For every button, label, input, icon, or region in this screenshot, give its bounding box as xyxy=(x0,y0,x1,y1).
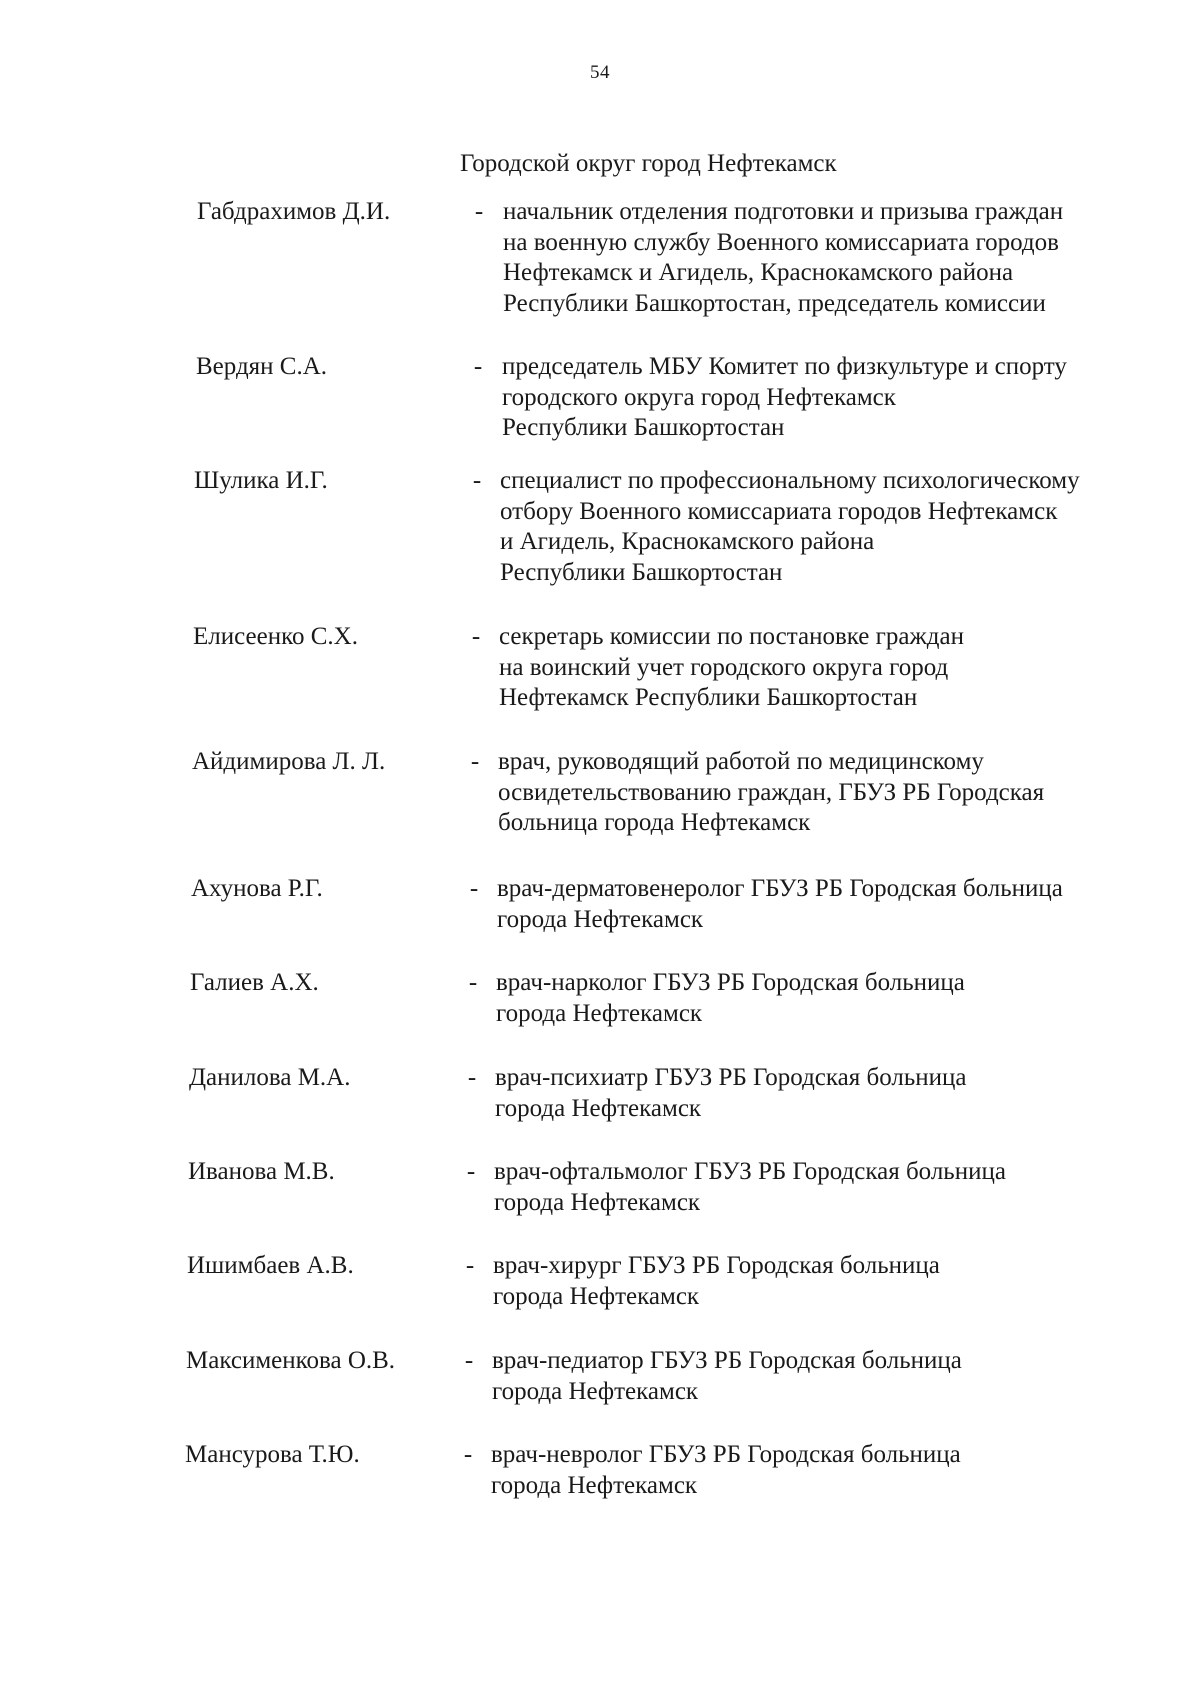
member-description: врач-невролог ГБУЗ РБ Городская больница города Нефтекамск xyxy=(491,1441,961,1499)
member-name: Данилова М.А. xyxy=(189,1064,351,1091)
member-description: секретарь комиссии по постановке граждан на воинский учет городского округа город Нефтекамск Республики Башкортостан xyxy=(499,623,964,711)
entry-dash: - xyxy=(471,623,481,650)
member-name: Елисеенко С.Х. xyxy=(193,623,358,650)
member-description: начальник отделения подготовки и призыва граждан на военную службу Военного комиссариата городов Нефтекамск и Агидель, Краснокамского района Республики Башкортостан, председатель комиссии xyxy=(503,198,1064,317)
member-name: Максименкова О.В. xyxy=(186,1347,396,1374)
member-name: Айдимирова Л. Л. xyxy=(192,748,386,775)
entry-dash: - xyxy=(470,748,480,775)
member-description: врач-педиатор ГБУЗ РБ Городская больница города Нефтекамск xyxy=(492,1347,962,1405)
entry-dash: - xyxy=(469,875,479,902)
entry-dash: - xyxy=(466,1158,476,1185)
member-description: председатель МБУ Комитет по физкультуре и спорту городского округа город Нефтекамск Республики Башкортостан xyxy=(502,353,1067,441)
member-name: Ишимбаев А.В. xyxy=(187,1252,354,1279)
member-description: врач-нарколог ГБУЗ РБ Городская больница города Нефтекамск xyxy=(496,969,965,1027)
member-name: Ахунова Р.Г. xyxy=(191,875,323,902)
entry-dash: - xyxy=(473,353,483,380)
member-name: Шулика И.Г. xyxy=(194,467,328,494)
section-title: Городской округ город Нефтекамск xyxy=(460,150,837,177)
member-name: Мансурова Т.Ю. xyxy=(185,1441,360,1468)
entry-dash: - xyxy=(465,1252,475,1279)
member-name: Иванова М.В. xyxy=(188,1158,335,1185)
member-name: Вердян С.А. xyxy=(196,353,328,380)
entry-dash: - xyxy=(468,969,478,996)
member-description: врач-дерматовенеролог ГБУЗ РБ Городская больница города Нефтекамск xyxy=(497,875,1063,933)
member-name: Галиев А.Х. xyxy=(190,969,319,996)
member-description: врач-психиатр ГБУЗ РБ Городская больница города Нефтекамск xyxy=(495,1064,967,1122)
entry-dash: - xyxy=(474,198,484,225)
member-description: специалист по профессиональному психологическому отбору Военного комиссариата городов Нефтекамск и Агидель, Краснокамского района Республики Башкортостан xyxy=(500,467,1080,586)
member-description: врач-хирург ГБУЗ РБ Городская больница города Нефтекамск xyxy=(493,1252,940,1310)
member-description: врач, руководящий работой по медицинскому освидетельствованию граждан, ГБУЗ РБ Городская больница города Нефтекамск xyxy=(498,748,1045,836)
entry-dash: - xyxy=(463,1441,473,1468)
page-number: 54 xyxy=(590,62,610,83)
entry-dash: - xyxy=(472,467,482,494)
member-description: врач-офтальмолог ГБУЗ РБ Городская больница города Нефтекамск xyxy=(494,1158,1006,1216)
entry-dash: - xyxy=(464,1347,474,1374)
entry-dash: - xyxy=(467,1064,477,1091)
member-name: Габдрахимов Д.И. xyxy=(197,198,391,225)
